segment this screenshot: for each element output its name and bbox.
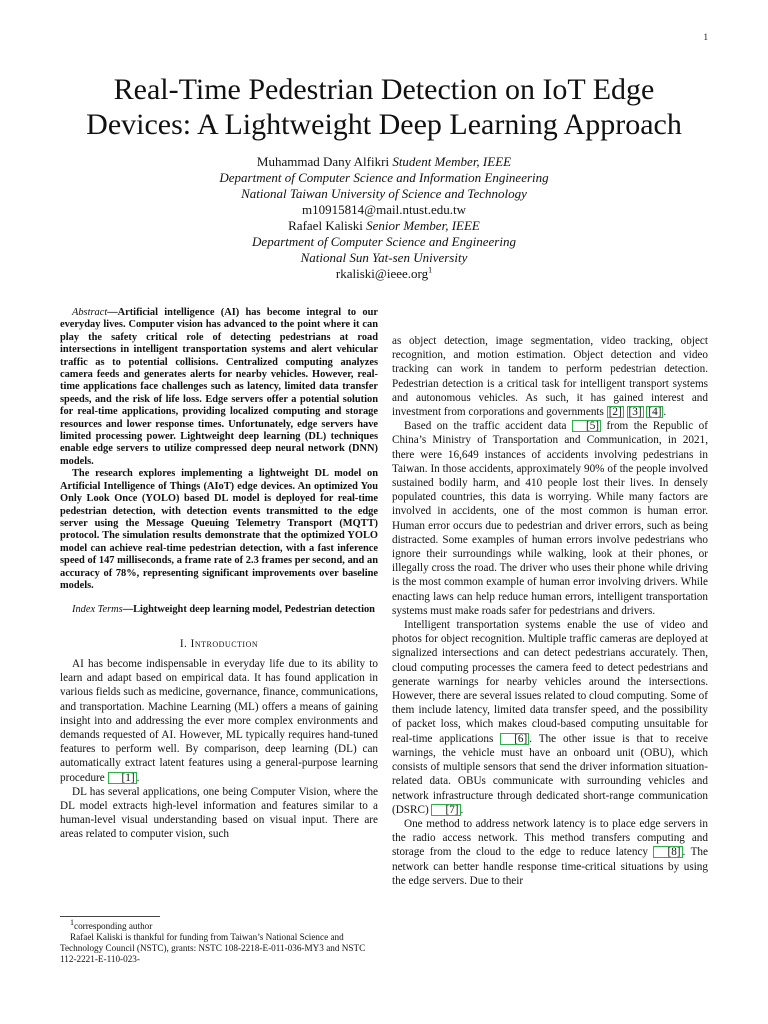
author-2-univ: National Sun Yat-sen University (300, 250, 468, 265)
author-1-dept: Department of Computer Science and Information Engineering (219, 170, 549, 185)
author-1-name: Muhammad Dany Alfikri (256, 154, 390, 169)
abstract-text-1: —Artificial intelligence (AI) has become integral to our everyday lives. Computer vision has advanced to the point where it can play the safety critical role of detecting pedestrians at road intersections in intelligent transportation systems and alert vehicular traffic as to potential collisions. Centralized computing analyzes camera feeds and generates alerts for nearby vehicles. However, real-time applications face challenges such as latency, limited data transfer speeds, and the risk of life loss. Edge servers offer a potential solution for real-time applications, providing localized computing and storage resources and lower response times. Unfortunately, edge servers have limited processing power. Lightweight deep learning (DL) techniques enable edge servers to utilize compressed deep neural network (DNN) models. (60, 307, 378, 467)
citation-link[interactable]: [5] (572, 420, 601, 432)
index-terms-label: Index Terms (72, 604, 123, 616)
right-p4-start: One method to address network latency is to place edge servers in the radio access network. This method transfers computing and storage from the cloud to the edge to reduce latency (392, 817, 708, 859)
right-paragraph-4 (392, 817, 708, 888)
right-p3-mid: . The other issue is that to receive warnings, the vehicle must have an onboard unit (OBU), which consists of multiple sensors that send the driver information situation-related data. OBUs communicate with surrounding vehicles and network infrastructure through dedicated short-range communication (DSRC) (392, 732, 708, 816)
author-2-email-text: rkaliski@ieee.org (335, 266, 429, 281)
right-column (392, 334, 708, 888)
paper-title (40, 72, 728, 142)
author-2 (100, 218, 668, 234)
abstract-label: Abstract (72, 307, 108, 318)
footnote-number: 1 (70, 917, 74, 927)
right-p2-start: Based on the traffic accident data (404, 420, 572, 433)
footnote-line-1 (60, 917, 378, 932)
right-paragraph-3 (392, 618, 708, 817)
right-paragraph-1 (392, 334, 708, 419)
citation-link[interactable]: [1] (108, 772, 137, 784)
author-1 (100, 154, 668, 170)
page-number: 1 (703, 32, 708, 42)
right-p3-end: . (460, 803, 464, 816)
intro-paragraph-2: DL has several applications, one being Computer Vision, where the DL model extracts high-level information and features similar to a human-level visual understanding based on visual input. There are areas related to computer vision, such (60, 785, 378, 841)
footnote-rule (60, 916, 160, 917)
citation-link[interactable]: [7] (431, 804, 460, 816)
right-p3-start: Intelligent transportation systems enable the use of video and photos for object recognition. Multiple traffic cameras are deployed at signalized intersections and can detect pedestrians accurately. Then, cloud computing processes the camera feed to detect pedestrians and generate warnings for nearby vehicles around the intersections. However, there are several issues related to cloud computing. Some of them include latency, limited data transfer speed, and the possibility of packet loss, which makes cloud-based computing unsuitable for real-time applications (392, 619, 708, 745)
title-line-1: Real-Time Pedestrian Detection on IoT Edge (113, 73, 655, 106)
citation-link[interactable]: [8] (653, 846, 682, 858)
right-p2-text: from the Republic of China’s Ministry of Transportation and Communication, in 2021, there were 16,649 instances of accidents involving pedestrians in Taiwan. In those accidents, approximately 90% of the people involved sustained bodily harm, and 410 people lost their lives. In densely populated countries, this data is worrying. While many factors are involved in accidents, one of the most common is human error. Human error occurs due to pedestrian and driver errors, such as being distracted. Some examples of human errors involve pedestrians who ignore their surroundings while walking, look at their phones, or illegally cross the road. The driver who uses their phone while driving is the most common example of human error involving drivers. While enacting laws can help reduce human errors, intelligent transportation systems must make roads safer for pedestrians and drivers. (392, 420, 708, 617)
section-heading-introduction: I. Introduction (179, 637, 259, 650)
index-terms-text: —Lightweight deep learning model, Pedestrian detection (122, 604, 375, 616)
citation-link[interactable]: [3] (628, 406, 642, 419)
right-p4-end: . The network can better handle response time-critical situations by using the edge servers. Due to their (392, 846, 708, 887)
left-column (60, 307, 378, 842)
intro-p1-text: AI has become indispensable in everyday life due to its ability to learn and adapt based on empirical data. It has found application in various fields such as medicine, governance, finance, communications, and transportation. Machine Learning (ML) offers a means of gaining insight into and addressing the ever more complex environments and demands requested of AI. However, ML typically requires hand-tuned features to perform well. By comparison, deep learning (DL) can automatically extract latent features using a general-purpose learning procedure (60, 657, 378, 784)
author-2-name: Rafael Kaliski (288, 218, 363, 233)
abstract (60, 307, 378, 617)
footnote-mark: 1 (428, 265, 433, 275)
footnote-line-2: Rafael Kaliski is thankful for funding from Taiwan’s National Science and Technology Council (NSTC), grants: NSTC 108-2218-E-011-036-MY3 and NSTC 112-2221-E-110-023- (60, 932, 366, 964)
right-p1-end: . (663, 406, 667, 419)
intro-paragraph-1 (60, 657, 378, 785)
author-2-email (100, 266, 668, 282)
author-1-email: m10915814@mail.ntust.edu.tw (302, 202, 466, 217)
author-2-role: Senior Member, IEEE (366, 218, 480, 233)
intro-p1-end: . (136, 771, 140, 784)
author-block (100, 154, 668, 282)
author-1-role: Student Member, IEEE (392, 154, 512, 169)
footnote (60, 916, 378, 965)
abstract-paragraph-2: The research explores implementing a lightweight DL model on Artificial Intelligence of Things (AIoT) edge devices. An optimized You Only Look Once (YOLO) based DL model is deployed for real-time pedestrian detection, with detection events transmitted to the edge server using the Message Queuing Telemetry Transport (MQTT) protocol. The simulation results demonstrate that the optimized YOLO model can achieve real-time pedestrian detection, with a fast inference speed of 147 milliseconds, a frame rate of 2.3 frames per second, and an accuracy of 78%, representing significant improvements over baseline models. (60, 468, 378, 591)
abstract-paragraph-1 (60, 307, 378, 468)
right-p1-text: as object detection, image segmentation, video tracking, object recognition, and motion estimation. Object detection and video tracking can work in tandem to perform pedestrian detection. Pedestrian detection is a critical task for intelligent transport systems and autonomous vehicles. As such, it has gained interest and investment from corporations and governments (392, 335, 708, 419)
right-paragraph-2 (392, 419, 708, 618)
citation-link[interactable]: [2] (608, 406, 622, 419)
index-terms (60, 604, 378, 616)
title-line-2: Devices: A Lightweight Deep Learning Approach (86, 108, 682, 141)
footnote-text-1: corresponding author (74, 921, 153, 931)
citation-link[interactable]: [6] (500, 733, 529, 745)
author-1-univ: National Taiwan University of Science and Technology (241, 186, 527, 201)
author-2-dept: Department of Computer Science and Engineering (252, 234, 516, 249)
citation-link[interactable]: [4] (648, 406, 662, 419)
